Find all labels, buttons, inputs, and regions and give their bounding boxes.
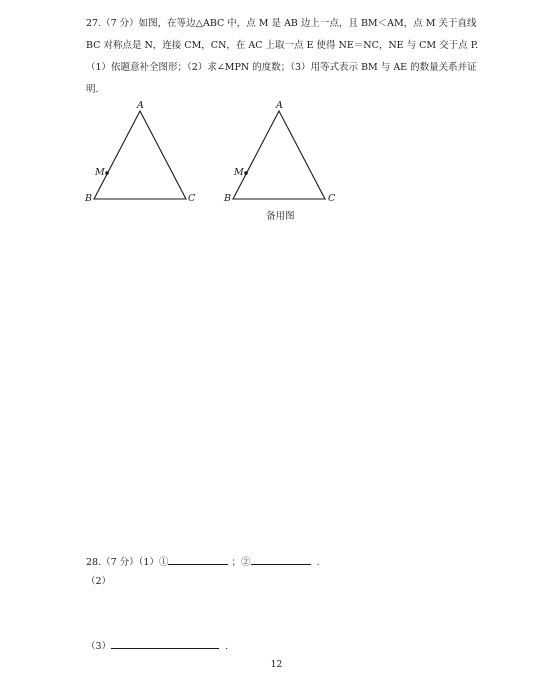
q28-line-1: [86, 554, 320, 568]
q28-blank-3[interactable]: [111, 639, 219, 649]
figure1-label-c: C: [188, 193, 196, 204]
q28-blank-2[interactable]: [251, 555, 311, 565]
q27-line-4: 明.: [86, 84, 99, 95]
q28-part1-separator: ；②: [231, 557, 251, 568]
figure1-label-m: M: [95, 167, 105, 178]
figure1-label-a: A: [137, 100, 144, 111]
q28-part2-label: （2）: [86, 576, 112, 587]
q28-part1-end: .: [316, 557, 320, 568]
figure2-label-m: M: [234, 167, 244, 178]
q28-part1-label: 28.（7 分）（1）①: [86, 557, 169, 568]
q27-line-3: （1）依题意补全图形；（2）求∠MPN 的度数；（3）用等式表示 BM 与 AE 的数量关系并证: [86, 62, 477, 73]
figure2-label-c: C: [328, 193, 336, 204]
figure2-label-a: A: [276, 100, 283, 111]
q28-part3-end: .: [225, 641, 229, 652]
figure2-label-b: B: [224, 193, 231, 204]
q28-blank-1[interactable]: [168, 555, 228, 565]
figure2-caption: 备用图: [266, 211, 295, 222]
page-number: 12: [270, 660, 283, 670]
figure1-label-b: B: [85, 193, 92, 204]
q28-part3-label: （3）: [86, 641, 112, 652]
q28-line-3: [86, 638, 228, 652]
q27-line-1: 27.（7 分）如图，在等边△ABC 中，点 M 是 AB 边上一点，且 BM＜AM，点 M 关于直线: [86, 18, 477, 29]
q27-line-2: BC 对称点是 N，连接 CM，CN，在 AC 上取一点 E 使得 NE＝NC，NE 与 CM 交于点 P.: [86, 40, 479, 51]
